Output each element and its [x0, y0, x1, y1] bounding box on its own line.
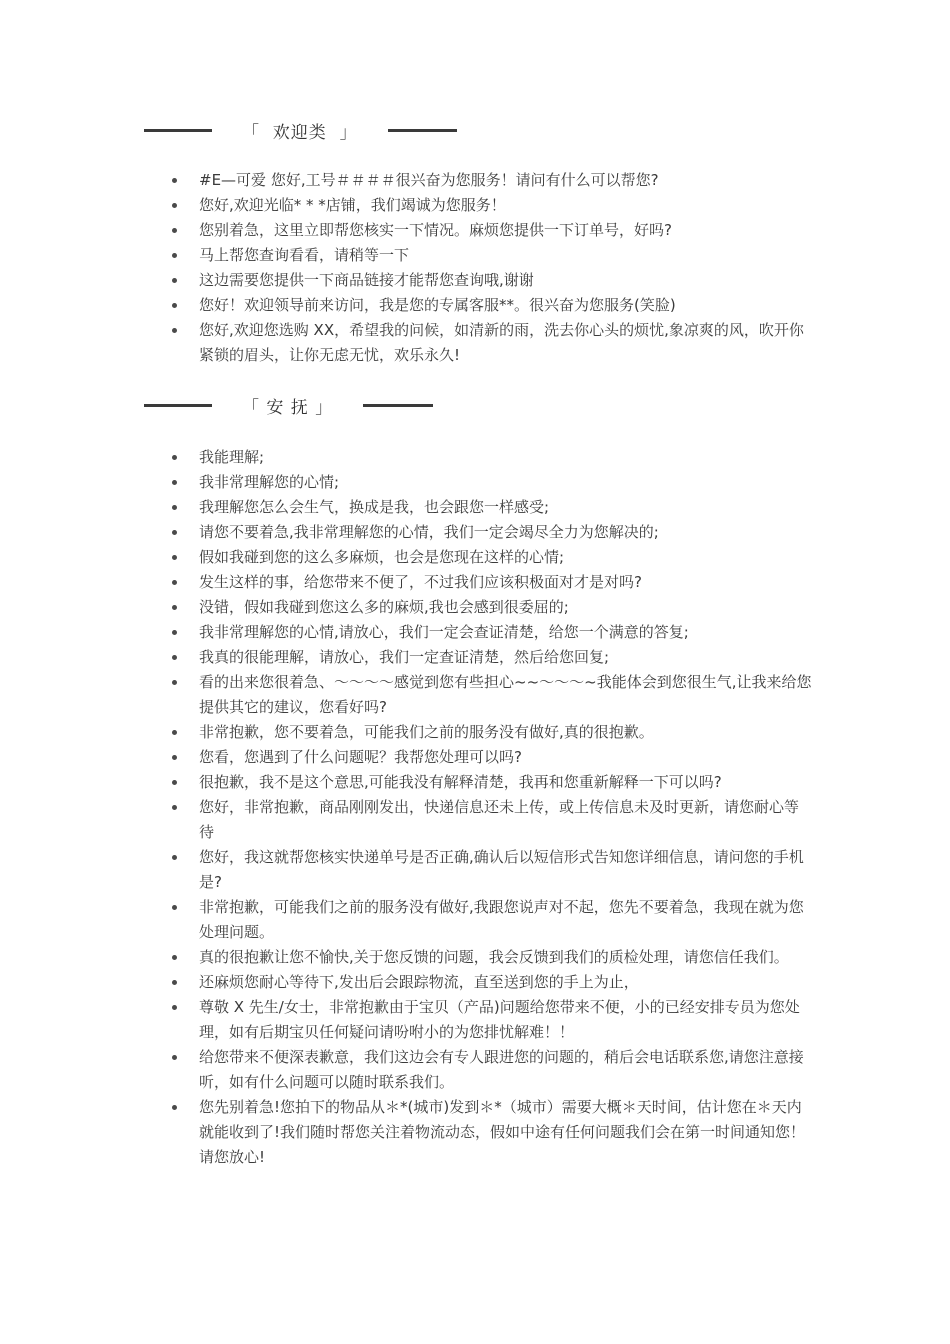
- list-item-text: 发生这样的事，给您带来不便了，不过我们应该积极面对才是对吗?: [199, 573, 642, 591]
- bullet-icon: [172, 805, 177, 810]
- bullet-icon: [172, 730, 177, 735]
- list-item: [172, 845, 812, 895]
- bullet-icon: [172, 955, 177, 960]
- bullet-icon: [172, 855, 177, 860]
- list-item-text: 您看，您遇到了什么问题呢？我帮您处理可以吗?: [199, 748, 522, 766]
- bullet-icon: [172, 328, 177, 333]
- list-item-text: 您好，非常抱歉，商品刚刚发出，快递信息还未上传，或上传信息未及时更新，请您耐心等待: [199, 798, 800, 841]
- list-item: [172, 795, 812, 845]
- list-item-text: 真的很抱歉让您不愉快,关于您反馈的问题，我会反馈到我们的质检处理，请您信任我们。: [199, 948, 789, 966]
- list-item: [172, 1045, 812, 1095]
- list-item-text: 非常抱歉，您不要着急，可能我们之前的服务没有做好,真的很抱歉。: [199, 723, 654, 741]
- list-item: [172, 218, 812, 243]
- list-item-text: 您好！欢迎领导前来访问，我是您的专属客服**。很兴奋为您服务(笑脸): [199, 296, 676, 314]
- bullet-icon: [172, 630, 177, 635]
- bullet-icon: [172, 555, 177, 560]
- bullet-icon: [172, 905, 177, 910]
- bullet-icon: [172, 780, 177, 785]
- header-rule-left: [144, 404, 212, 407]
- list-item: [172, 570, 812, 595]
- list-item: [172, 620, 812, 645]
- list-item: [172, 293, 812, 318]
- bullet-icon: [172, 530, 177, 535]
- list-item: [172, 745, 812, 770]
- list-item: [172, 495, 812, 520]
- list-item: [172, 520, 812, 545]
- list-item-text: 看的出来您很着急、～～～～感觉到您有些担心~~～～～~我能体会到您很生气,让我来给您提供其它的建议，您看好吗?: [199, 673, 812, 716]
- list-item: [172, 895, 812, 945]
- list-item-text: 还麻烦您耐心等待下,发出后会跟踪物流，直至送到您的手上为止，: [199, 973, 639, 991]
- list-item: [172, 720, 812, 745]
- bullet-icon: [172, 278, 177, 283]
- header-rule-left: [144, 129, 212, 132]
- list-item: [172, 445, 812, 470]
- list-item: [172, 268, 812, 293]
- list-item: [172, 970, 812, 995]
- bullet-icon: [172, 605, 177, 610]
- list-item-text: 我理解您怎么会生气，换成是我，也会跟您一样感受;: [199, 498, 550, 516]
- list-item-text: 请您不要着急,我非常理解您的心情，我们一定会竭尽全力为您解决的;: [199, 523, 659, 541]
- section-header-welcome: [144, 118, 457, 142]
- list-item-text: 给您带来不便深表歉意，我们这边会有专人跟进您的问题的，稍后会电话联系您,请您注意接听，如有什么问题可以随时联系我们。: [199, 1048, 804, 1091]
- list-item-text: 我真的很能理解，请放心，我们一定查证清楚，然后给您回复;: [199, 648, 610, 666]
- header-rule-right: [388, 129, 457, 132]
- bullet-icon: [172, 755, 177, 760]
- list-item: [172, 645, 812, 670]
- list-item: [172, 168, 812, 193]
- list-item-text: 我非常理解您的心情;: [199, 473, 340, 491]
- bullet-icon: [172, 480, 177, 485]
- list-item-text: 马上帮您查询看看，请稍等一下: [199, 246, 410, 264]
- list-item-text: 很抱歉，我不是这个意思,可能我没有解释清楚，我再和您重新解释一下可以吗?: [199, 773, 722, 791]
- list-item-text: #E—可爱 您好,工号＃＃＃＃很兴奋为您服务！请问有什么可以帮您?: [199, 171, 659, 189]
- list-item: [172, 945, 812, 970]
- list-item: [172, 1095, 812, 1170]
- bullet-icon: [172, 303, 177, 308]
- list-item-text: 没错，假如我碰到您这么多的麻烦,我也会感到很委屈的;: [199, 598, 569, 616]
- section-title: 「 安 抚 」: [242, 397, 334, 418]
- list-item: [172, 243, 812, 268]
- bullet-icon: [172, 1005, 177, 1010]
- bullet-icon: [172, 655, 177, 660]
- section-header-soothe: [144, 393, 433, 417]
- bullet-icon: [172, 1055, 177, 1060]
- list-item: [172, 995, 812, 1045]
- list-item-text: 尊敬 X 先生/女士，非常抱歉由于宝贝（产品)问题给您带来不便，小的已经安排专员为您处理，如有后期宝贝任何疑问请吩咐小的为您排忧解难！！: [199, 998, 800, 1041]
- list-item: [172, 470, 812, 495]
- list-item: [172, 670, 812, 720]
- bullet-icon: [172, 178, 177, 183]
- list-item-text: 您好，我这就帮您核实快递单号是否正确,确认后以短信形式告知您详细信息，请问您的手机是?: [199, 848, 804, 891]
- bullet-icon: [172, 980, 177, 985]
- list-item: [172, 193, 812, 218]
- header-rule-right: [363, 404, 433, 407]
- list-item-text: 您先别着急!您拍下的物品从＊*(城市)发到＊*（城市）需要大概＊天时间，估计您在＊天内就能收到了!我们随时帮您关注着物流动态，假如中途有任何问题我们会在第一时间通知您！请您放心!: [199, 1098, 806, 1166]
- list-item: [172, 545, 812, 570]
- bullet-icon: [172, 203, 177, 208]
- list-item-text: 非常抱歉，可能我们之前的服务没有做好,我跟您说声对不起，您先不要着急，我现在就为您处理问题。: [199, 898, 804, 941]
- welcome-phrase-list: [172, 168, 812, 368]
- section-title: 「 欢迎类 」: [242, 122, 358, 143]
- bullet-icon: [172, 580, 177, 585]
- list-item-text: 您好,欢迎您选购 XX，希望我的问候，如清新的雨，洗去你心头的烦忧,象凉爽的风，吹开你紧锁的眉头，让你无虑无忧，欢乐永久!: [199, 321, 804, 364]
- list-item-text: 假如我碰到您的这么多麻烦，也会是您现在这样的心情;: [199, 548, 565, 566]
- list-item-text: 我能理解;: [199, 448, 265, 466]
- soothe-phrase-list: [172, 445, 812, 1170]
- list-item-text: 这边需要您提供一下商品链接才能帮您查询哦,谢谢: [199, 271, 534, 289]
- list-item-text: 您好,欢迎光临* * *店铺，我们竭诚为您服务！: [199, 196, 506, 214]
- bullet-icon: [172, 455, 177, 460]
- list-item: [172, 770, 812, 795]
- bullet-icon: [172, 228, 177, 233]
- bullet-icon: [172, 505, 177, 510]
- list-item-text: 您别着急，这里立即帮您核实一下情况。麻烦您提供一下订单号，好吗?: [199, 221, 672, 239]
- list-item-text: 我非常理解您的心情,请放心，我们一定会查证清楚，给您一个满意的答复;: [199, 623, 689, 641]
- list-item: [172, 318, 812, 368]
- bullet-icon: [172, 253, 177, 258]
- bullet-icon: [172, 680, 177, 685]
- bullet-icon: [172, 1105, 177, 1110]
- list-item: [172, 595, 812, 620]
